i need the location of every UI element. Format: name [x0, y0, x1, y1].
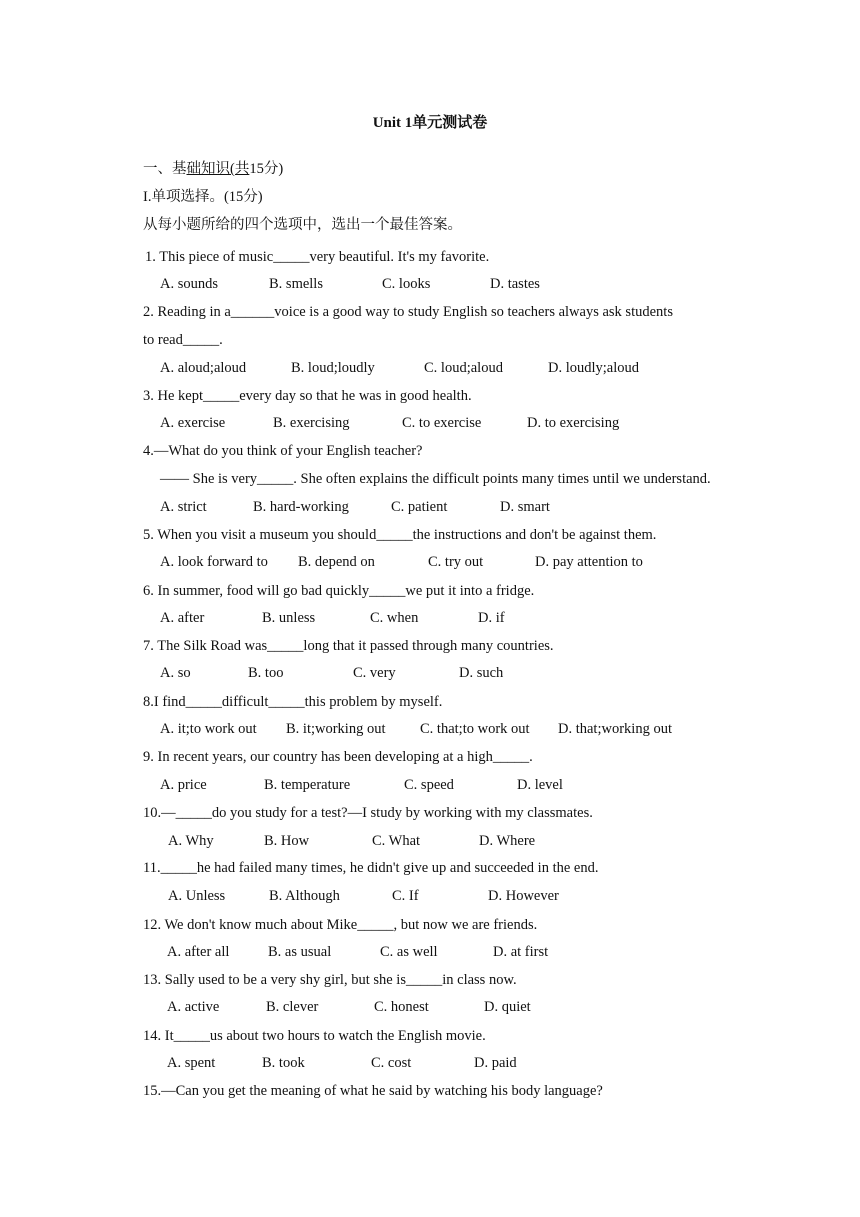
- question-12-option-c: C. as well: [380, 944, 438, 960]
- question-11-option-a: A. Unless: [168, 888, 226, 904]
- question-1-option-d: D. tastes: [490, 276, 540, 292]
- question-10-option-d: D. Where: [479, 833, 536, 849]
- question-9-option-c: C. speed: [404, 777, 454, 793]
- question-13-option-c: C. honest: [374, 999, 429, 1015]
- question-13-option-b: B. clever: [266, 999, 319, 1015]
- question-12-option-b: B. as usual: [268, 944, 332, 960]
- question-4-option-b: B. hard-working: [253, 499, 349, 515]
- question-3-option-d: D. to exercising: [527, 415, 620, 431]
- question-8-option-a: A. it;to work out: [160, 721, 257, 737]
- question-15-stem: 15.—Can you get the meaning of what he said by watching his body language?: [143, 1083, 603, 1099]
- question-11-option-c: C. If: [392, 888, 419, 904]
- question-10-option-a: A. Why: [168, 833, 214, 849]
- question-4-stem-line-2: —— She is very_____. She often explains the difficult points many times until we understand.: [160, 471, 711, 487]
- question-6-stem: 6. In summer, food will go bad quickly_____we put it into a fridge.: [143, 583, 535, 599]
- section-heading: [143, 159, 283, 179]
- question-3-option-c: C. to exercise: [402, 415, 482, 431]
- question-14-option-d: D. paid: [474, 1055, 517, 1071]
- question-2-stem-line-2: to read_____.: [143, 332, 223, 348]
- question-14-stem: 14. It_____us about two hours to watch the English movie.: [143, 1028, 486, 1044]
- part-heading: I.单项选择。(15分): [143, 189, 263, 205]
- question-2-option-a: A. aloud;aloud: [160, 360, 247, 376]
- question-11-stem: 11._____he had failed many times, he didn't give up and succeeded in the end.: [143, 860, 599, 876]
- question-4-stem: 4.—What do you think of your English teacher?: [143, 443, 423, 459]
- question-5-option-d: D. pay attention to: [535, 554, 643, 570]
- question-5-option-c: C. try out: [428, 554, 484, 570]
- question-10-option-c: C. What: [372, 833, 421, 849]
- question-4-option-d: D. smart: [500, 499, 550, 515]
- question-3-option-b: B. exercising: [273, 415, 350, 431]
- question-14-option-b: B. took: [262, 1055, 305, 1071]
- question-1-stem: 1. This piece of music_____very beautiful. It's my favorite.: [145, 249, 490, 265]
- question-1-option-a: A. sounds: [160, 276, 219, 292]
- question-9-option-a: A. price: [160, 777, 207, 793]
- question-14-option-c: C. cost: [371, 1055, 412, 1071]
- question-2-option-c: C. loud;aloud: [424, 360, 503, 376]
- question-11-option-b: B. Although: [269, 888, 340, 904]
- question-6-option-d: D. if: [478, 610, 505, 626]
- question-8-option-c: C. that;to work out: [420, 721, 530, 737]
- section-heading-prefix: 一、基: [143, 161, 187, 177]
- question-6-option-a: A. after: [160, 610, 205, 626]
- question-2-stem: 2. Reading in a______voice is a good way to study English so teachers always ask students: [143, 304, 673, 320]
- instruction-text: 从每小题所给的四个选项中，选出一个最佳答案。: [143, 217, 462, 233]
- question-8-stem: 8.I find_____difficult_____this problem by myself.: [143, 694, 443, 710]
- question-3-option-a: A. exercise: [160, 415, 226, 431]
- question-14-option-a: A. spent: [167, 1055, 216, 1071]
- section-heading-suffix: 15分): [249, 161, 284, 177]
- section-heading-underlined: 础知识(共: [186, 161, 250, 177]
- question-12-stem: 12. We don't know much about Mike_____, but now we are friends.: [143, 917, 538, 933]
- question-5-option-a: A. look forward to: [160, 554, 268, 570]
- question-13-option-a: A. active: [167, 999, 220, 1015]
- question-8-option-b: B. it;working out: [286, 721, 386, 737]
- question-9-option-d: D. level: [517, 777, 563, 793]
- question-10-option-b: B. How: [264, 833, 310, 849]
- question-11-option-d: D. However: [488, 888, 559, 904]
- question-2-option-b: B. loud;loudly: [291, 360, 375, 376]
- question-6-option-c: C. when: [370, 610, 419, 626]
- question-8-option-d: D. that;working out: [558, 721, 672, 737]
- page-title: Unit 1单元测试卷: [372, 115, 488, 131]
- question-7-option-c: C. very: [353, 665, 396, 681]
- question-1-option-b: B. smells: [269, 276, 323, 292]
- question-1-option-c: C. looks: [382, 276, 431, 292]
- question-5-option-b: B. depend on: [298, 554, 375, 570]
- question-7-option-b: B. too: [248, 665, 284, 681]
- question-5-stem: 5. When you visit a museum you should_____the instructions and don't be against them.: [143, 527, 657, 543]
- question-4-option-a: A. strict: [160, 499, 207, 515]
- question-9-option-b: B. temperature: [264, 777, 351, 793]
- question-3-stem: 3. He kept_____every day so that he was in good health.: [143, 388, 472, 404]
- question-9-stem: 9. In recent years, our country has been developing at a high_____.: [143, 749, 533, 765]
- question-12-option-d: D. at first: [493, 944, 549, 960]
- question-13-stem: 13. Sally used to be a very shy girl, but she is_____in class now.: [143, 972, 517, 988]
- question-10-stem: 10.—_____do you study for a test?—I study by working with my classmates.: [143, 805, 593, 821]
- question-12-option-a: A. after all: [167, 944, 230, 960]
- question-7-option-d: D. such: [459, 665, 504, 681]
- question-7-stem: 7. The Silk Road was_____long that it passed through many countries.: [143, 638, 554, 654]
- question-4-option-c: C. patient: [391, 499, 448, 515]
- question-7-option-a: A. so: [160, 665, 191, 681]
- question-13-option-d: D. quiet: [484, 999, 531, 1015]
- question-2-option-d: D. loudly;aloud: [548, 360, 640, 376]
- question-6-option-b: B. unless: [262, 610, 316, 626]
